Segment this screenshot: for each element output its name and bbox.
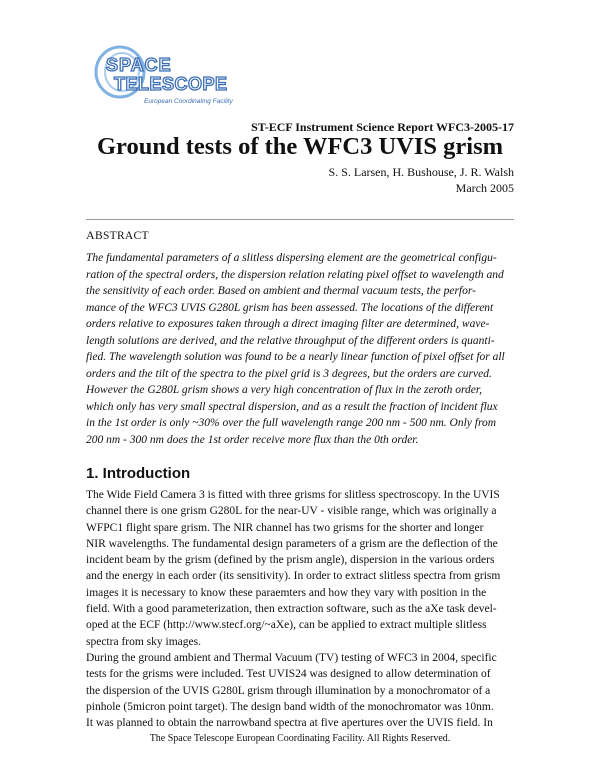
report-id: ST-ECF Instrument Science Report WFC3-2005-17 bbox=[251, 120, 514, 134]
body-line: and the energy in each order (its sensitivity). In order to extract slitless spectra from grism bbox=[86, 570, 501, 583]
body-line: pinhole (5micron point target). The design band width of the monochromator was 10nm. bbox=[86, 700, 494, 713]
header-divider bbox=[86, 219, 514, 220]
page-footer: The Space Telescope European Coordinating Facility. All Rights Reserved. bbox=[149, 733, 451, 744]
body-line: spectra from sky images. bbox=[86, 635, 201, 648]
space-telescope-logo bbox=[92, 40, 242, 110]
abstract-line: orders relative to exposures taken through a direct imaging filter are determined, wave- bbox=[86, 318, 490, 330]
abstract-line: which only has very small spectral dispersion, and as a result the fraction of incident flux bbox=[86, 400, 498, 413]
abstract-line: The fundamental parameters of a slitless dispersing element are the geometrical configu- bbox=[86, 252, 497, 264]
abstract-line: ration of the spectral orders, the dispersion relation relating pixel offset to wavelength and bbox=[86, 268, 504, 281]
paper-title: Ground tests of the WFC3 UVIS grism bbox=[96, 133, 504, 160]
abstract-line: the sensitivity of each order. Based on ambient and thermal vacuum tests, the perfor- bbox=[86, 285, 476, 297]
abstract-line: length solutions are derived, and the relative throughput of the different orders is quanti- bbox=[86, 334, 495, 347]
abstract-line: However the G280L grism shows a very high concentration of flux in the zeroth order, bbox=[86, 384, 482, 396]
abstract-line: in the 1st order is only ~30% over the full wavelength range 200 nm - 500 nm. Only from bbox=[86, 417, 497, 429]
abstract-heading bbox=[86, 228, 149, 243]
body-line: During the ground ambient and Thermal Vacuum (TV) testing of WFC3 in 2004, specific bbox=[86, 651, 497, 664]
body-line: oped at the ECF (http://www.stecf.org/~aXe), can be applied to extract multiple slitless bbox=[86, 619, 487, 632]
body-line: NIR wavelengths. The fundamental design parameters of a grism are the deflection of the bbox=[86, 537, 498, 550]
abstract-line: orders and the tilt of the spectra to the pixel grid is 3 degrees, but the orders are curved. bbox=[86, 367, 492, 380]
body-line: incident beam by the grism (defined by the prism angle), dispersion in the various orders bbox=[86, 554, 495, 567]
abstract-text bbox=[86, 250, 514, 448]
body-line: It was planned to obtain the narrowband spectra at five apertures over the UVIS field. In bbox=[86, 717, 493, 730]
logo-subtitle: European Coordinating Facility bbox=[144, 98, 233, 105]
abstract-heading-rest: BSTRACT bbox=[94, 230, 149, 242]
body-line: the dispersion of the UVIS G280L grism through illumination by a monochromator of a bbox=[86, 684, 491, 697]
date: March 2005 bbox=[455, 181, 514, 195]
abstract-line: 200 nm - 300 nm does the 1st order receive more flux than the 0th order. bbox=[86, 433, 419, 446]
abstract-line: mance of the WFC3 UVIS G280L grism has been assessed. The locations of the different bbox=[86, 301, 494, 314]
author-block bbox=[329, 164, 514, 196]
body-line: tests for the grisms were included. Test UVIS24 was designed to allow determination of bbox=[86, 668, 491, 681]
section-heading-introduction: 1. Introduction bbox=[86, 465, 191, 482]
abstract-heading-initial: A bbox=[86, 228, 95, 242]
body-line: channel there is one grism G280L for the near-UV - visible range, which was originally a bbox=[86, 505, 497, 518]
authors: S. S. Larsen, H. Bushouse, J. R. Walsh bbox=[328, 165, 514, 179]
body-line: images it is necessary to know these paraemters and how they vary with position in the bbox=[86, 586, 487, 599]
logo-word-space: SPACE bbox=[106, 55, 172, 75]
body-line: WFPC1 flight spare grism. The NIR channel has two grisms for the shorter and longer bbox=[86, 521, 484, 534]
body-line: The Wide Field Camera 3 is fitted with three grisms for slitless spectroscopy. In the UVIS bbox=[86, 489, 500, 501]
body-line: field. With a good parameterization, then extraction software, such as the aXe task devel- bbox=[86, 603, 497, 616]
introduction-text bbox=[86, 487, 514, 731]
abstract-line: fied. The wavelength solution was found to be a nearly linear function of pixel offset for all bbox=[86, 351, 505, 363]
logo-graphic bbox=[92, 40, 242, 110]
logo-word-telescope: TELESCOPE bbox=[114, 74, 228, 94]
